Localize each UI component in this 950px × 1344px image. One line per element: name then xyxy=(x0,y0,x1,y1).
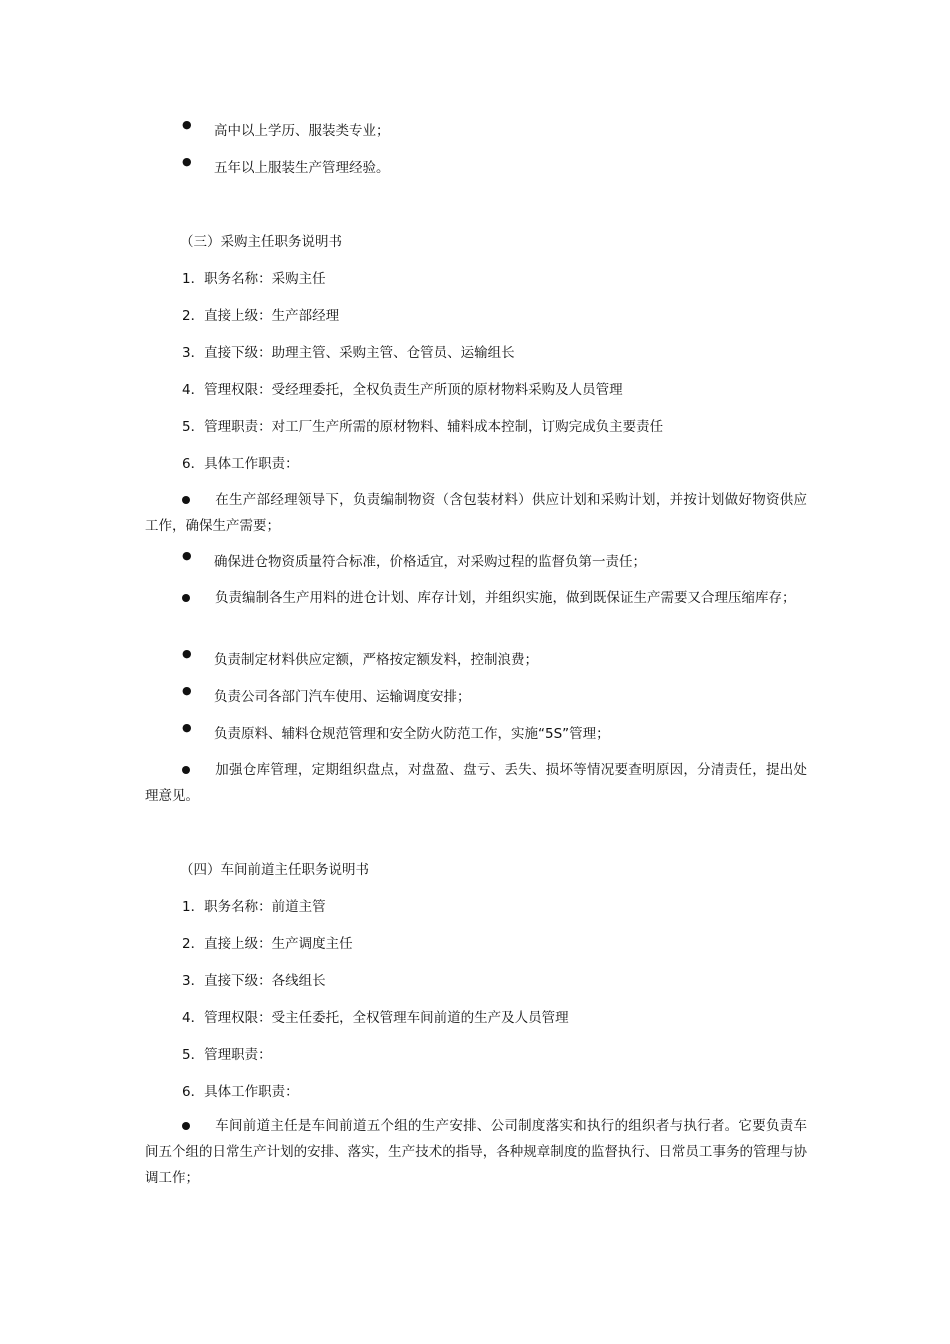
list-item: 1．职务名称：采购主任 xyxy=(182,271,326,287)
list-item: 2．直接上级：生产调度主任 xyxy=(182,936,353,952)
duty-paragraph: 加强仓库管理，定期组织盘点，对盘盈、盘亏、丢失、损坏等情况要查明原因，分清责任，提出处理意见。 xyxy=(145,762,807,804)
bullet-icon: ● xyxy=(182,549,192,562)
bullet-icon: ● xyxy=(182,684,192,697)
list-item: 确保进仓物资质量符合标准，价格适宜，对采购过程的监督负第一责任； xyxy=(214,554,646,570)
list-item: 负责原料、辅料仓规范管理和安全防火防范工作，实施“5S”管理； xyxy=(214,726,610,742)
list-item: 3．直接下级：各线组长 xyxy=(182,973,326,989)
list-item: 2．直接上级：生产部经理 xyxy=(182,308,340,324)
list-item: 6．具体工作职责： xyxy=(182,1084,299,1100)
list-item: 3．直接下级：助理主管、采购主管、仓管员、运输组长 xyxy=(182,345,515,361)
bullet-icon: ● xyxy=(182,721,192,734)
bullet-icon: ● xyxy=(182,647,192,660)
duty-paragraph: 车间前道主任是车间前道五个组的生产安排、公司制度落实和执行的组织者与执行者。它要负责车间五个组的日常生产计划的安排、落实，生产技术的指导，各种规章制度的监督执行、日常员工事务的管理与协调工作； xyxy=(145,1118,807,1186)
duty-paragraph: 在生产部经理领导下，负责编制物资（含包装材料）供应计划和采购计划，并按计划做好物资供应工作，确保生产需要； xyxy=(145,492,807,534)
bullet-icon xyxy=(182,594,190,602)
list-item: 5．管理职责： xyxy=(182,1047,272,1063)
list-item: 4．管理权限：受经理委托，全权负责生产所顶的原材物料采购及人员管理 xyxy=(182,382,623,398)
list-item: 4．管理权限：受主任委托，全权管理车间前道的生产及人员管理 xyxy=(182,1010,569,1026)
list-item: 负责制定材料供应定额，严格按定额发料，控制浪费； xyxy=(214,652,538,668)
bullet-icon xyxy=(182,1122,190,1130)
list-item: 1．职务名称：前道主管 xyxy=(182,899,326,915)
list-item: 高中以上学历、服装类专业； xyxy=(214,123,390,139)
section-heading: （四）车间前道主任职务说明书 xyxy=(180,862,369,878)
list-item: 6．具体工作职责： xyxy=(182,456,299,472)
list-item: 负责公司各部门汽车使用、运输调度安排； xyxy=(214,689,471,705)
duty-paragraph: 负责编制各生产用料的进仓计划、库存计划，并组织实施，做到既保证生产需要又合理压缩库存； xyxy=(145,585,807,611)
list-item: 5．管理职责：对工厂生产所需的原材物料、辅料成本控制，订购完成负主要责任 xyxy=(182,419,664,435)
bullet-icon xyxy=(182,766,190,774)
bullet-icon: ● xyxy=(182,155,192,168)
section-heading: （三）采购主任职务说明书 xyxy=(180,234,342,250)
list-item: 五年以上服装生产管理经验。 xyxy=(214,160,390,176)
bullet-icon xyxy=(182,496,190,504)
bullet-icon: ● xyxy=(182,118,192,131)
